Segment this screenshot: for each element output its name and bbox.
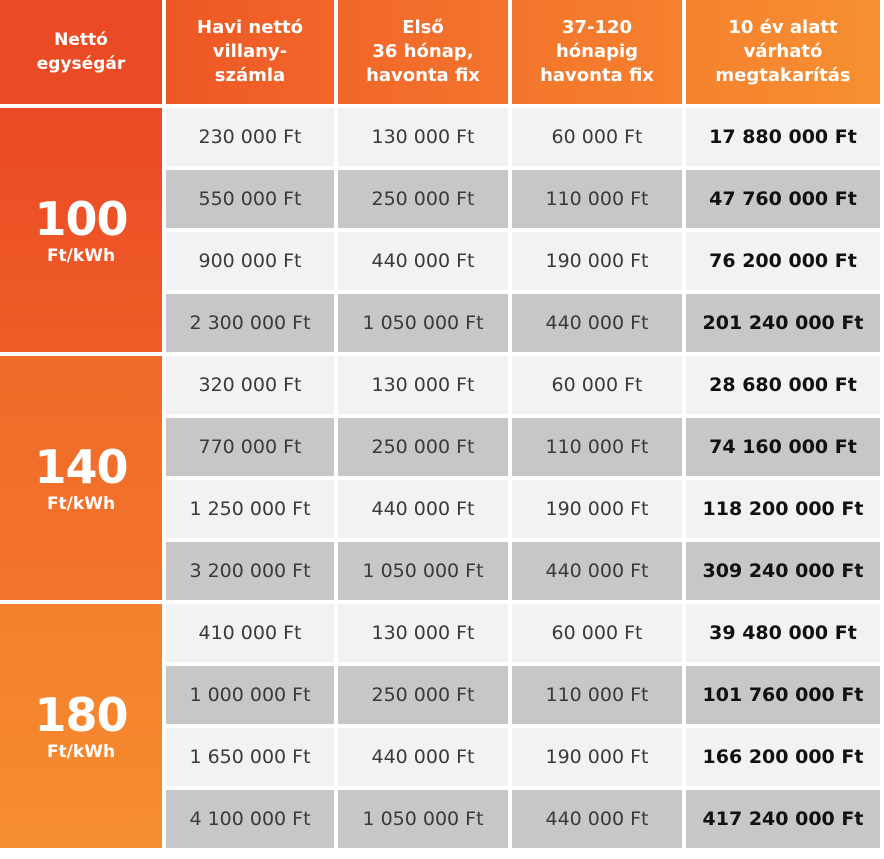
- months-37-120-cell: 190 000 Ft: [512, 728, 682, 786]
- monthly-bill-cell: 1 250 000 Ft: [166, 480, 334, 538]
- savings-cell: 201 240 000 Ft: [686, 294, 880, 352]
- savings-cell: 76 200 000 Ft: [686, 232, 880, 290]
- savings-cell: 28 680 000 Ft: [686, 356, 880, 414]
- price-unit: Ft/kWh: [46, 742, 116, 762]
- first-36-months-cell: 250 000 Ft: [338, 170, 508, 228]
- first-36-months-cell: 130 000 Ft: [338, 108, 508, 166]
- monthly-bill-cell: 4 100 000 Ft: [166, 790, 334, 848]
- monthly-bill-cell: 900 000 Ft: [166, 232, 334, 290]
- price-unit: Ft/kWh: [46, 246, 116, 266]
- price-value: 140: [34, 440, 128, 494]
- first-36-months-cell: 1 050 000 Ft: [338, 294, 508, 352]
- savings-cell: 118 200 000 Ft: [686, 480, 880, 538]
- months-37-120-cell: 440 000 Ft: [512, 790, 682, 848]
- first-36-months-cell: 250 000 Ft: [338, 666, 508, 724]
- monthly-bill-cell: 320 000 Ft: [166, 356, 334, 414]
- first-36-months-cell: 1 050 000 Ft: [338, 790, 508, 848]
- first-36-months-cell: 440 000 Ft: [338, 480, 508, 538]
- first-36-months-cell: 130 000 Ft: [338, 356, 508, 414]
- price-value: 180: [34, 688, 128, 742]
- monthly-bill-cell: 2 300 000 Ft: [166, 294, 334, 352]
- savings-cell: 101 760 000 Ft: [686, 666, 880, 724]
- months-37-120-cell: 60 000 Ft: [512, 604, 682, 662]
- months-37-120-cell: 110 000 Ft: [512, 666, 682, 724]
- monthly-bill-cell: 230 000 Ft: [166, 108, 334, 166]
- months-37-120-cell: 440 000 Ft: [512, 542, 682, 600]
- header-monthly-bill: Havi nettó villany- számla: [166, 0, 334, 104]
- price-group-label: [0, 108, 162, 352]
- months-37-120-cell: 190 000 Ft: [512, 480, 682, 538]
- months-37-120-cell: 440 000 Ft: [512, 294, 682, 352]
- months-37-120-cell: 60 000 Ft: [512, 108, 682, 166]
- monthly-bill-cell: 1 650 000 Ft: [166, 728, 334, 786]
- monthly-bill-cell: 410 000 Ft: [166, 604, 334, 662]
- monthly-bill-cell: 1 000 000 Ft: [166, 666, 334, 724]
- months-37-120-cell: 60 000 Ft: [512, 356, 682, 414]
- monthly-bill-cell: 770 000 Ft: [166, 418, 334, 476]
- months-37-120-cell: 190 000 Ft: [512, 232, 682, 290]
- savings-cell: 74 160 000 Ft: [686, 418, 880, 476]
- savings-cell: 47 760 000 Ft: [686, 170, 880, 228]
- price-group-label: [0, 356, 162, 600]
- months-37-120-cell: 110 000 Ft: [512, 418, 682, 476]
- first-36-months-cell: 440 000 Ft: [338, 232, 508, 290]
- savings-cell: 309 240 000 Ft: [686, 542, 880, 600]
- header-10-year-savings: 10 év alatt várható megtakarítás: [686, 0, 880, 104]
- savings-cell: 166 200 000 Ft: [686, 728, 880, 786]
- first-36-months-cell: 1 050 000 Ft: [338, 542, 508, 600]
- first-36-months-cell: 440 000 Ft: [338, 728, 508, 786]
- price-group-label: [0, 604, 162, 848]
- first-36-months-cell: 250 000 Ft: [338, 418, 508, 476]
- price-value: 100: [34, 192, 128, 246]
- price-unit: Ft/kWh: [46, 494, 116, 514]
- months-37-120-cell: 110 000 Ft: [512, 170, 682, 228]
- monthly-bill-cell: 550 000 Ft: [166, 170, 334, 228]
- header-first-36-months: Első 36 hónap, havonta fix: [338, 0, 508, 104]
- monthly-bill-cell: 3 200 000 Ft: [166, 542, 334, 600]
- savings-cell: 17 880 000 Ft: [686, 108, 880, 166]
- first-36-months-cell: 130 000 Ft: [338, 604, 508, 662]
- savings-cell: 417 240 000 Ft: [686, 790, 880, 848]
- header-months-37-120: 37-120 hónapig havonta fix: [512, 0, 682, 104]
- header-net-unit-price: Nettó egységár: [0, 0, 162, 104]
- savings-cell: 39 480 000 Ft: [686, 604, 880, 662]
